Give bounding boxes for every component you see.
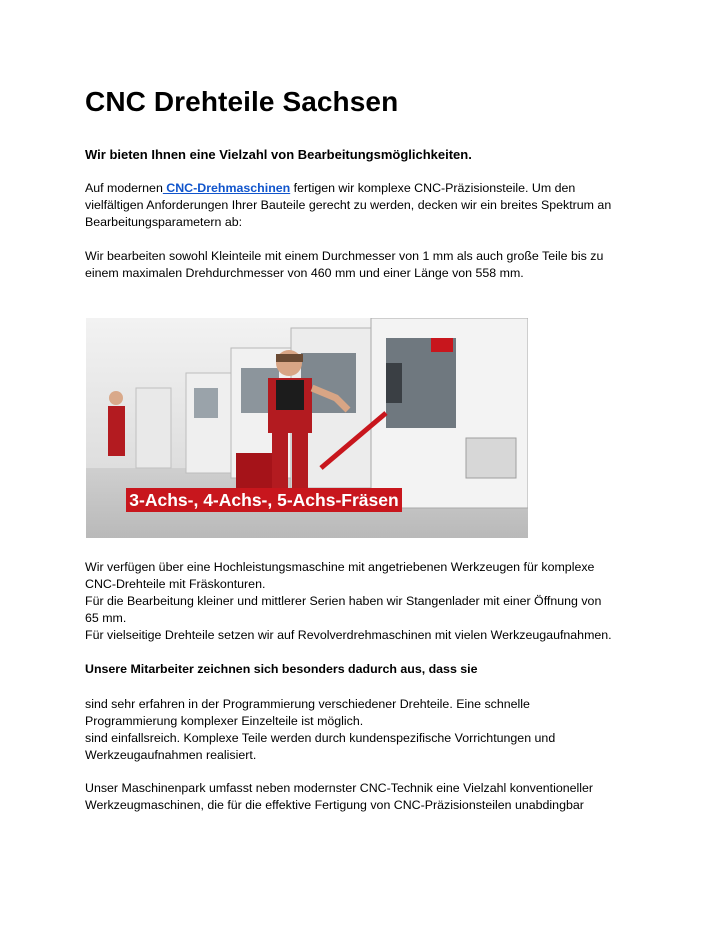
staff-line-2: Programmierung komplexer Einzelteile ist möglich.: [85, 714, 364, 728]
photo-caption-banner: 3-Achs-, 4-Achs-, 5-Achs-Fräsen: [126, 488, 402, 512]
cnc-drehmaschinen-link[interactable]: CNC-Drehmaschinen: [162, 181, 291, 195]
intro-before-link: Auf modernen: [85, 181, 163, 195]
page-title: CNC Drehteile Sachsen: [85, 86, 399, 117]
machines-line-1: Wir verfügen über eine Hochleistungsmaschine mit angetriebenen Werkzeugen für komplexe: [85, 560, 595, 574]
park-line-1: Unser Maschinenpark umfasst neben modernster CNC-Technik eine Vielzahl konventioneller: [85, 781, 594, 795]
machines-line-3: Für die Bearbeitung kleiner und mittlerer Serien haben wir Stangenlader mit einer Öffnung von: [85, 594, 602, 608]
dimensions-line-1: Wir bearbeiten sowohl Kleinteile mit einem Durchmesser von 1 mm als auch große Teile bis zu: [85, 249, 604, 263]
staff-line-4: Werkzeugaufnahmen realisiert.: [85, 748, 257, 762]
intro-line-2: vielfältigen Anforderungen Ihrer Bauteile gerecht zu werden, decken wir ein breites Spektrum an: [85, 198, 612, 212]
park-line-2: Werkzeugmaschinen, die für die effektive Fertigung von CNC-Präzisionsteilen unabdingbar: [85, 798, 584, 812]
machine-park-paragraph: [85, 780, 645, 814]
intro-after-link: fertigen wir komplexe CNC-Präzisionsteile. Um den: [290, 181, 576, 195]
staff-paragraph: [85, 696, 645, 764]
dimensions-paragraph: [85, 248, 645, 282]
machines-line-5: Für vielseitige Drehteile setzen wir auf Revolverdrehmaschinen mit vielen Werkzeugaufnahmen.: [85, 628, 612, 642]
intro-line-1: [85, 180, 645, 197]
subheading: Wir bieten Ihnen eine Vielzahl von Bearbeitungsmöglichkeiten.: [85, 147, 472, 162]
machines-line-4: 65 mm.: [85, 611, 127, 625]
machines-paragraph: [85, 559, 645, 644]
staff-line-3: sind einfallsreich. Komplexe Teile werden durch kundenspezifische Vorrichtungen und: [85, 731, 556, 745]
staff-line-1: sind sehr erfahren in der Programmierung verschiedener Drehteile. Eine schnelle: [85, 697, 530, 711]
intro-paragraph: [85, 180, 645, 231]
dimensions-line-2: einem maximalen Drehdurchmesser von 460 mm und einer Länge von 558 mm.: [85, 266, 524, 280]
staff-heading: Unsere Mitarbeiter zeichnen sich besonders dadurch aus, dass sie: [85, 662, 478, 676]
intro-line-3: Bearbeitungsparametern ab:: [85, 215, 243, 229]
machine-shop-photo: [86, 318, 528, 538]
machines-line-2: CNC-Drehteile mit Fräskonturen.: [85, 577, 266, 591]
